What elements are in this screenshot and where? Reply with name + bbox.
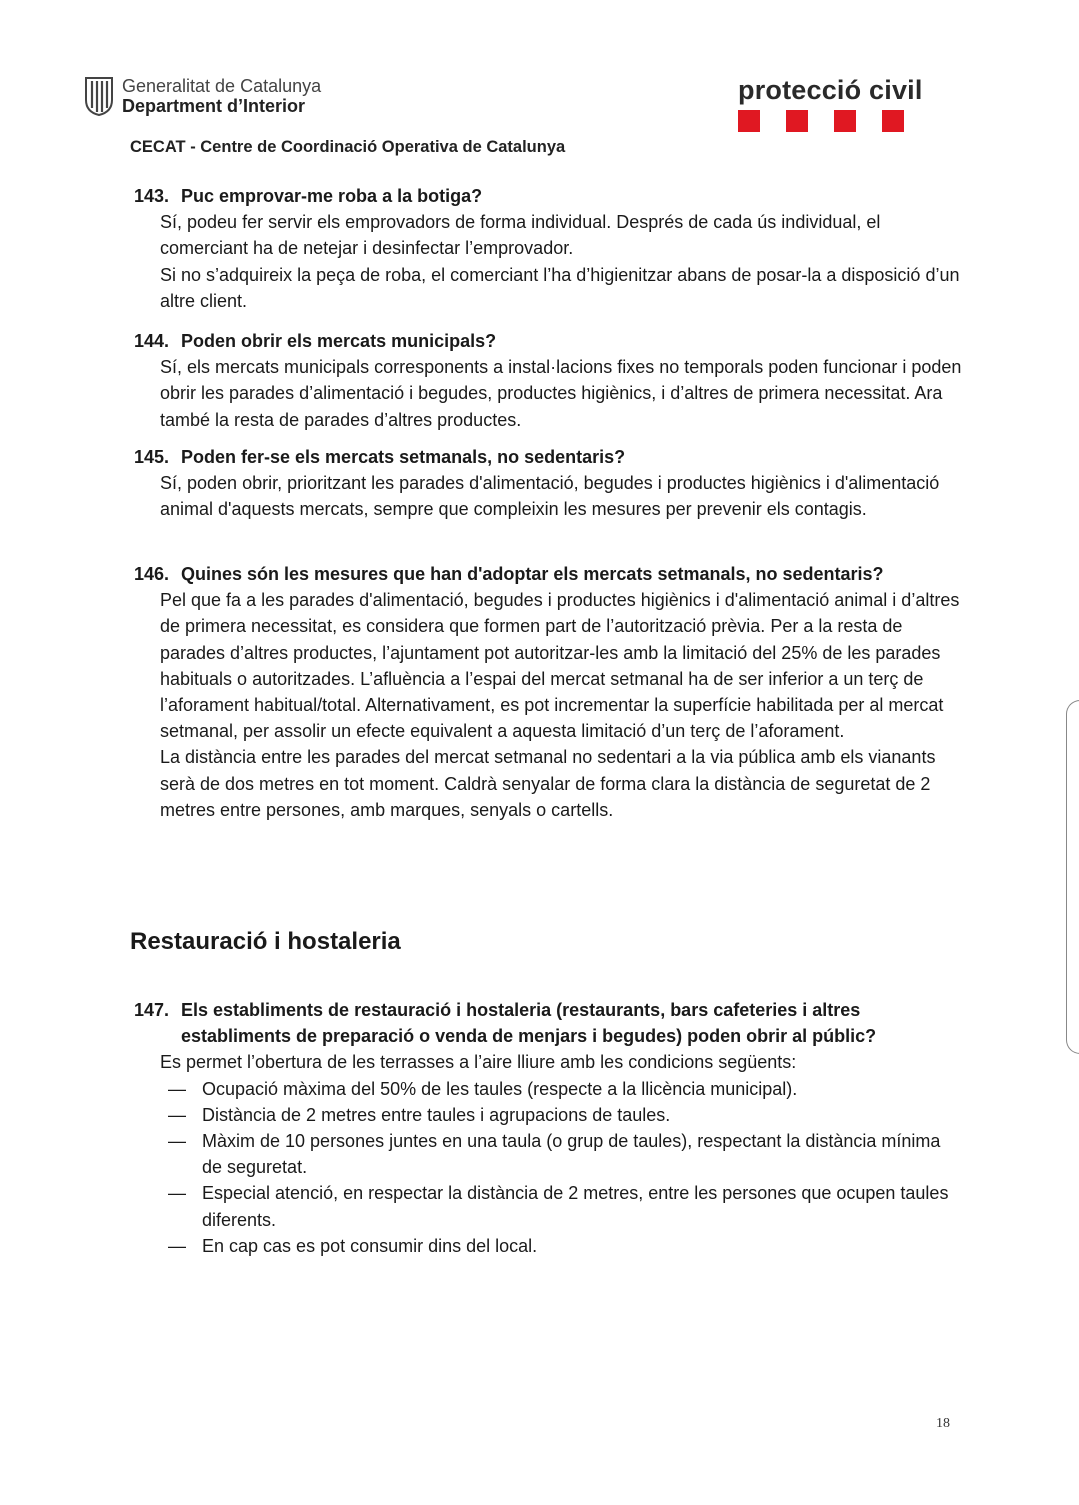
section-heading: Restauració i hostaleria <box>130 928 401 955</box>
organization-name: CECAT - Centre de Coordinació Operativa de Catalunya <box>130 138 566 156</box>
answer-paragraph: Sí, poden obrir, prioritzant les parades d'alimentació, begudes i productes higiènics i d'alimentació animal d'aquests mercats, sempre que compleixin les mesures per prevenir els contagis. <box>160 473 940 520</box>
answer <box>134 587 964 823</box>
faq-item-144 <box>134 328 964 433</box>
question-number: 146. <box>134 564 170 584</box>
conditions-list <box>134 1076 964 1259</box>
list-item-text: Distància de 2 metres entre taules i agrupacions de taules. <box>202 1104 671 1125</box>
answer-paragraph: Sí, podeu fer servir els emprovadors de forma individual. Després de cada ús individual, el comerciant ha de netejar i desinfectar l’emprovador. <box>160 212 881 259</box>
question-title: Poden fer-se els mercats setmanals, no sedentaris? <box>181 447 626 467</box>
question-heading <box>134 444 964 470</box>
list-item-text: En cap cas es pot consumir dins del local. <box>202 1235 538 1256</box>
answer <box>134 470 964 522</box>
dash-bullet: — <box>168 1235 186 1256</box>
question-number: 145. <box>134 447 170 467</box>
list-item <box>134 1180 964 1232</box>
page-number: 18 <box>936 1416 950 1431</box>
question-title: Quines són les mesures que han d'adoptar els mercats setmanals, no sedentaris? <box>181 564 884 584</box>
side-scroll-handle[interactable] <box>1066 700 1079 1054</box>
dash-bullet: — <box>168 1078 186 1099</box>
list-item-text: Ocupació màxima del 50% de les taules (respecte a la llicència municipal). <box>202 1078 798 1099</box>
generalitat-emblem-icon <box>84 76 114 116</box>
answer-paragraph: Pel que fa a les parades d'alimentació, begudes i productes higiènics i d'alimentació animal i d’altres de primera necessitat, es considera que formen part de l’autorització prèvia. Per a la resta de parades d’altres productes, l’ajuntament pot autoritzar-les amb la limitació del 25% de les parades habituals o autoritzades. L’afluència a l’espai del mercat setmanal ha de ser inferior a un terç de l’aforament habitual/total. Alternativament, es pot incrementar la superfície habilitada per al mercat setmanal, per assolir un efecte equivalent a aquesta limitació d’un terç de l’aforament. <box>160 590 960 742</box>
generalitat-logo <box>84 76 321 116</box>
question-heading <box>134 183 964 209</box>
red-square <box>834 110 856 132</box>
question-heading <box>134 561 964 587</box>
list-item-text: Especial atenció, en respectar la distància de 2 metres, entre les persones que ocupen taules diferents. <box>202 1183 949 1230</box>
proteccio-civil-title: protecció civil <box>738 75 923 105</box>
question-title: Poden obrir els mercats municipals? <box>181 331 497 351</box>
list-item <box>134 1128 964 1180</box>
faq-item-145 <box>134 444 964 523</box>
answer-paragraph: La distància entre les parades del mercat setmanal no sedentari a la via pública amb els vianants serà de dos metres en tot moment. Caldrà senyalar de forma clara la distància de seguretat de 2 metres entre persones, amb marques, senyals o cartells. <box>160 747 936 820</box>
question-heading <box>134 328 964 354</box>
list-item <box>134 1102 964 1128</box>
faq-item-146 <box>134 561 964 823</box>
gencat-name: Generalitat de Catalunya <box>122 76 322 96</box>
faq-item-147 <box>134 997 964 1259</box>
question-heading <box>134 997 964 1049</box>
list-item <box>134 1233 964 1259</box>
proteccio-civil-logo <box>738 74 930 132</box>
answer-paragraph: Sí, els mercats municipals corresponents a instal·lacions fixes no temporals poden funcionar i poden obrir les parades d’alimentació i begudes, productes higiènics, i d’altres de primera necessitat. Ara també la resta de parades d’altres productes. <box>160 357 962 430</box>
department-name: Department d’Interior <box>122 96 306 116</box>
red-square <box>882 110 904 132</box>
list-item <box>134 1076 964 1102</box>
answer <box>134 1049 964 1075</box>
answer <box>134 209 964 314</box>
dash-bullet: — <box>168 1131 186 1152</box>
question-number: 147. <box>134 1000 170 1020</box>
question-title: Els establiments de restauració i hostaleria (restaurants, bars cafeteries i altres establiments de preparació o venda de menjars i begudes) poden obrir al públic? <box>181 1000 877 1047</box>
list-item-text: Màxim de 10 persones juntes en una taula (o grup de taules), respectant la distància mínima de seguretat. <box>202 1131 941 1178</box>
question-number: 143. <box>134 186 170 206</box>
red-square <box>738 110 760 132</box>
dash-bullet: — <box>168 1104 186 1125</box>
question-title: Puc emprovar-me roba a la botiga? <box>181 186 483 206</box>
question-number: 144. <box>134 331 170 351</box>
answer-paragraph: Si no s’adquireix la peça de roba, el comerciant l’ha d’higienitzar abans de posar-la a disposició d’un altre client. <box>160 264 960 311</box>
answer <box>134 354 964 433</box>
red-square <box>786 110 808 132</box>
dash-bullet: — <box>168 1183 186 1204</box>
faq-item-143 <box>134 183 964 314</box>
red-squares-icon <box>738 110 930 132</box>
answer-intro: Es permet l’obertura de les terrasses a l’aire lliure amb les condicions següents: <box>160 1052 797 1073</box>
